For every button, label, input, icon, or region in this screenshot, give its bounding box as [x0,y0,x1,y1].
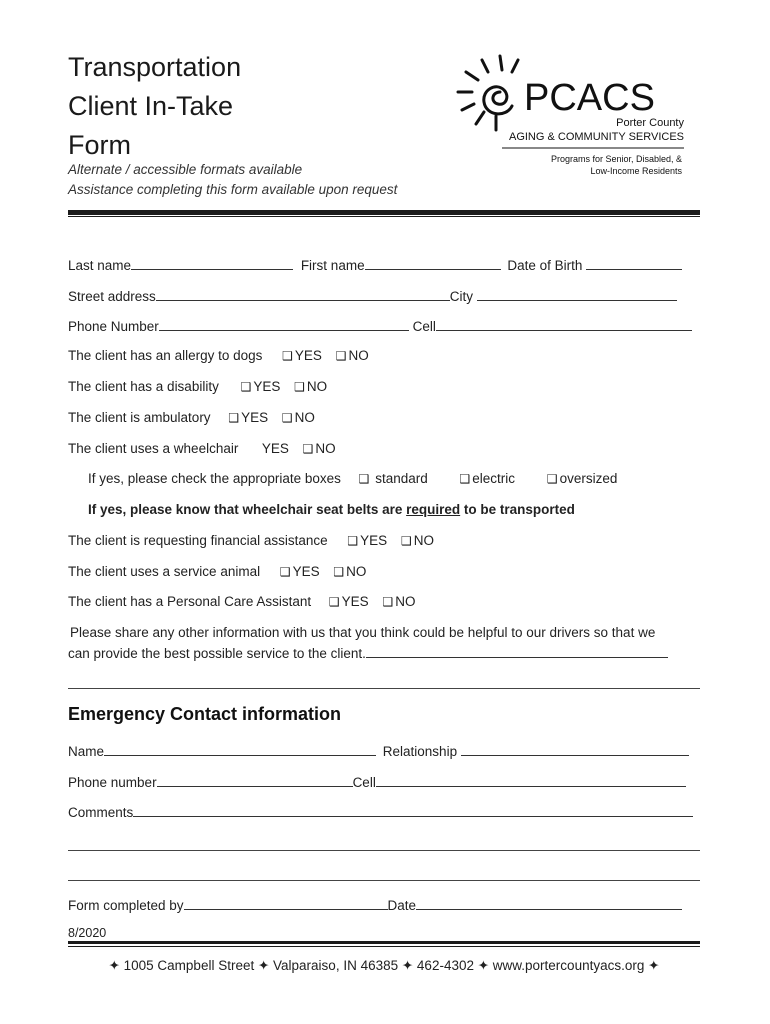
share-info-extra-line[interactable] [68,688,700,689]
checkbox-icon[interactable]: ❑ [240,380,252,394]
service-animal-row: The client uses a service animal ❑ YES ❑ NO [68,564,367,579]
emergency-phone-field[interactable] [157,773,353,787]
wheelchair-type-row: If yes, please check the appropriate boxes ❑ standard ❑ electric ❑ oversized [88,471,618,486]
wheelchair-row: The client uses a wheelchair YES ❑ NO [68,441,336,456]
financial-row: The client is requesting financial assistance ❑ YES ❑ NO [68,533,434,548]
footer-divider-thick [68,941,700,944]
cell-field[interactable] [436,317,692,331]
footer-address: ✦ 1005 Campbell Street ✦ Valparaiso, IN 46385 ✦ 462-4302 ✦ www.portercountyacs.org ✦ [108,958,660,973]
share-info-prompt: Please share any other information with us that you think could be helpful to our drivers so that we [70,625,656,640]
city-field[interactable] [477,287,677,301]
checkbox-icon[interactable]: ❑ [358,472,370,486]
checkbox-icon[interactable]: ❑ [333,565,345,579]
header-divider-thick [68,210,700,215]
relationship-field[interactable] [461,742,689,756]
svg-text:Porter County: Porter County [616,117,684,129]
completed-by-row: Form completed by Date [68,896,682,913]
sun-spiral-icon [452,52,692,182]
emergency-heading: Emergency Contact information [68,704,342,724]
share-info-field[interactable] [366,644,668,658]
emergency-name-row: Name Relationship [68,742,689,759]
assistance-note: Assistance completing this form available upon request [68,182,398,197]
checkbox-icon[interactable]: ❑ [382,595,394,609]
share-info-line: can provide the best possible service to the client. [68,644,668,661]
dob-field[interactable] [586,256,682,270]
checkbox-icon[interactable]: ❑ [282,349,293,363]
phone-field[interactable] [159,317,409,331]
checkbox-icon[interactable]: ❑ [546,472,558,486]
checkbox-icon[interactable]: ❑ [400,534,412,548]
form-version: 8/2020 [68,926,107,940]
checkbox-icon[interactable]: ❑ [328,595,340,609]
phone-row: Phone Number Cell [68,317,692,334]
ambulatory-row: The client is ambulatory ❑ YES ❑ NO [68,410,315,425]
pca-row: The client has a Personal Care Assistant ❑ YES ❑ NO [68,594,416,609]
date-field[interactable] [416,896,682,910]
checkbox-icon[interactable]: ❑ [281,411,293,425]
comments-line-3[interactable] [68,880,700,881]
seatbelt-notice: If yes, please know that wheelchair seat belts are required to be transported [88,502,575,517]
title-line-1: Transportation [68,52,242,82]
footer-divider-thin [68,946,700,947]
emergency-name-field[interactable] [104,742,376,756]
form-title [68,48,328,165]
name-row: Last name First name Date of Birth [68,256,682,273]
last-name-field[interactable] [131,256,293,270]
street-field[interactable] [156,287,450,301]
checkbox-icon[interactable]: ❑ [459,472,471,486]
svg-text:Low-Income Residents: Low-Income Residents [590,166,682,176]
checkbox-icon[interactable]: ❑ [279,565,291,579]
emergency-phone-row: Phone number Cell [68,773,686,790]
svg-text:PCACS: PCACS [524,77,655,119]
address-row: Street address City [68,287,677,304]
title-line-2: Client In-Take [68,91,234,121]
dog-allergy-row: The client has an allergy to dogs ❑ YES ❑ NO [68,348,369,363]
title-line-3: Form [68,130,131,160]
checkbox-icon[interactable]: ❑ [347,534,359,548]
checkbox-icon[interactable]: ❑ [294,380,305,394]
comments-row: Comments [68,803,693,820]
first-name-field[interactable] [365,256,501,270]
accessible-formats-note: Alternate / accessible formats available [68,162,303,177]
checkbox-icon[interactable]: ❑ [228,411,240,425]
svg-text:Programs for Senior, Disabled,: Programs for Senior, Disabled, & [550,154,682,164]
header-divider-thin [68,216,700,217]
emergency-cell-field[interactable] [376,773,686,787]
comments-line-2[interactable] [68,850,700,851]
svg-text:AGING & COMMUNITY SERVICES: AGING & COMMUNITY SERVICES [508,131,684,143]
checkbox-icon[interactable]: ❑ [302,442,314,456]
checkbox-icon[interactable]: ❑ [335,349,347,363]
disability-row: The client has a disability ❑ YES ❑ NO [68,379,328,394]
completed-by-field[interactable] [184,896,388,910]
pcacs-logo [452,52,692,182]
comments-field[interactable] [133,803,693,817]
